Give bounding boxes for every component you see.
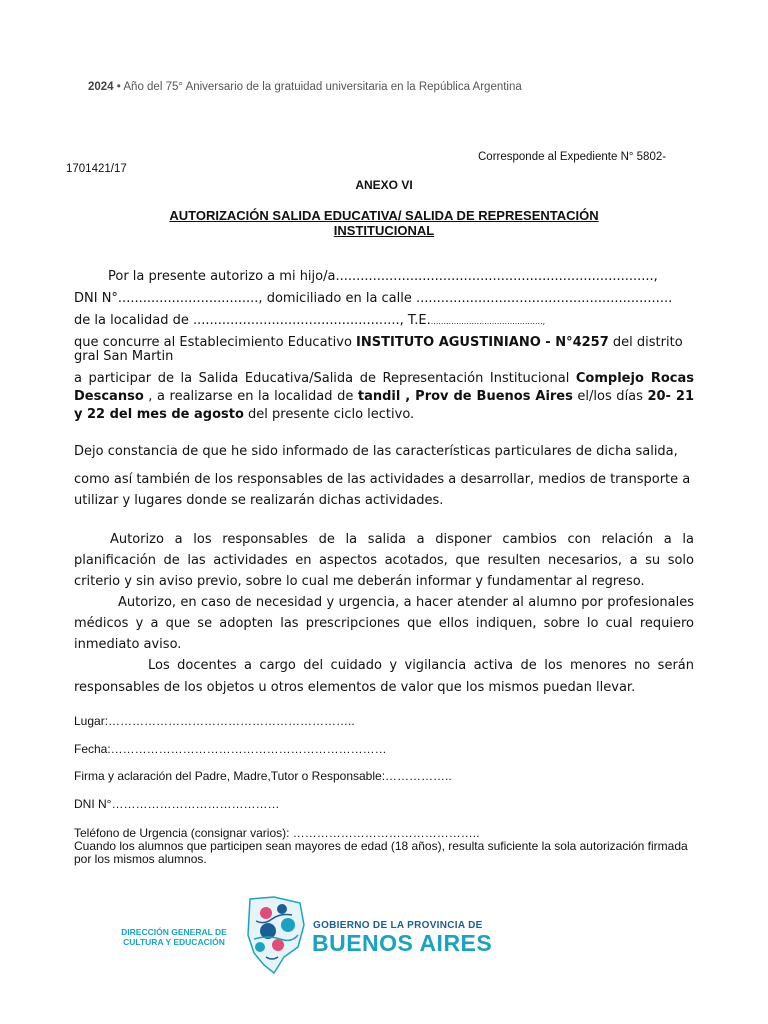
p2-fechas: 20- 21 y 22 del mes de agosto bbox=[74, 389, 694, 422]
body-distrito-text: del distrito bbox=[608, 335, 683, 350]
p2-localidad: tandil , Prov de Buenos Aires bbox=[357, 389, 573, 404]
body-line-hijo: Por la presente autorizo a mi hijo/a............................................................................., bbox=[108, 269, 658, 284]
expediente-line2: 1701421/17 bbox=[66, 163, 127, 175]
p2-text-g: del presente ciclo lectivo. bbox=[243, 407, 415, 422]
body-line-distrito: gral San Martin bbox=[74, 349, 174, 364]
body-paragraph-constancia-2: como así también de los responsables de las actividades a desarrollar, medios de transporte a utilizar y lugares donde se realizarán dichas actividades. bbox=[74, 472, 691, 508]
dgce-line2: CULTURA Y EDUCACIÓN bbox=[123, 937, 225, 947]
title-line1: AUTORIZACIÓN SALIDA EDUCATIVA/ SALIDA DE REPRESENTACIÓN bbox=[169, 208, 599, 223]
header-motto-text: • Año del 75° Aniversario de la gratuidad universitaria en la República Argentina bbox=[113, 81, 522, 93]
p2-text-e: el/los días bbox=[572, 389, 648, 404]
form-firma: Firma y aclaración del Padre, Madre,Tutor o Responsable:…………….. bbox=[74, 769, 452, 783]
body-line-dni: DNI N°.................................., domiciliado en la calle .............................................................. bbox=[74, 291, 673, 306]
form-lugar: Lugar:…………………………………………………….. bbox=[74, 714, 355, 728]
body-paragraph-constancia-1: Dejo constancia de que he sido informado de las características particulares de dicha salida, bbox=[74, 444, 678, 459]
form-dni: DNI N°…………………………………… bbox=[74, 797, 280, 811]
province-emblem-icon bbox=[244, 895, 306, 977]
footer-dgce-logo bbox=[118, 927, 230, 947]
body-paragraph-cambios: Autorizo a los responsables de la salida a disponer cambios con relación a la planificación de las actividades en aspectos acotados, que resulten necesarios, a su solo criterio y sin aviso previo, sobre lo cual me deberán informar y fundamentar al regreso. bbox=[74, 532, 694, 589]
form-note: Cuando los alumnos que participen sean mayores de edad (18 años), resulta suficiente la sola autorización firmada por los mismos alumnos. bbox=[74, 839, 688, 866]
body-establecimiento-name: INSTITUTO AGUSTINIANO - N°4257 bbox=[356, 335, 609, 350]
body-paragraph-salida bbox=[74, 370, 694, 424]
dgce-line1: DIRECCIÓN GENERAL DE bbox=[121, 927, 227, 937]
body-paragraph-urgencia: Autorizo, en caso de necesidad y urgencia, a hacer atender al alumno por profesionales médicos y a que se adopten las prescripciones que ellos indiquen, sobre lo cual requiero inmediato aviso. bbox=[74, 595, 694, 652]
expediente-line1: Corresponde al Expediente N° 5802- bbox=[478, 151, 667, 163]
body-line-localidad bbox=[74, 312, 694, 331]
p2-text-c: , a realizarse en la localidad de bbox=[143, 389, 358, 404]
body-establecimiento-text: que concurre al Establecimiento Educativo bbox=[74, 335, 357, 350]
header-motto bbox=[88, 81, 522, 93]
footer-gobierno-text: GOBIERNO DE LA PROVINCIA DE bbox=[313, 920, 483, 931]
p2-destino: Complejo Rocas Descanso bbox=[74, 371, 694, 404]
header-year: 2024 bbox=[88, 81, 114, 93]
body-te-dots: ............................................, bbox=[430, 317, 546, 326]
anexo-label: ANEXO VI bbox=[355, 178, 413, 192]
form-telefono: Teléfono de Urgencia (consignar varios): ……………………………………….. bbox=[74, 826, 480, 840]
body-paragraph-docentes: Los docentes a cargo del cuidado y vigilancia activa de los menores no serán responsables de los objetos u otros elementos de valor que los mismos puedan llevar. bbox=[74, 658, 694, 695]
document-title bbox=[130, 208, 638, 238]
body-localidad-text: de la localidad de .................................................., T.E. bbox=[74, 313, 431, 328]
title-line2: INSTITUCIONAL bbox=[333, 223, 435, 238]
form-fecha: Fecha:…………………………………………………………… bbox=[74, 742, 387, 756]
footer-buenos-aires-text: BUENOS AIRES bbox=[312, 930, 493, 956]
p2-text-a: a participar de la Salida Educativa/Salida de Representación Institucional bbox=[74, 371, 576, 386]
